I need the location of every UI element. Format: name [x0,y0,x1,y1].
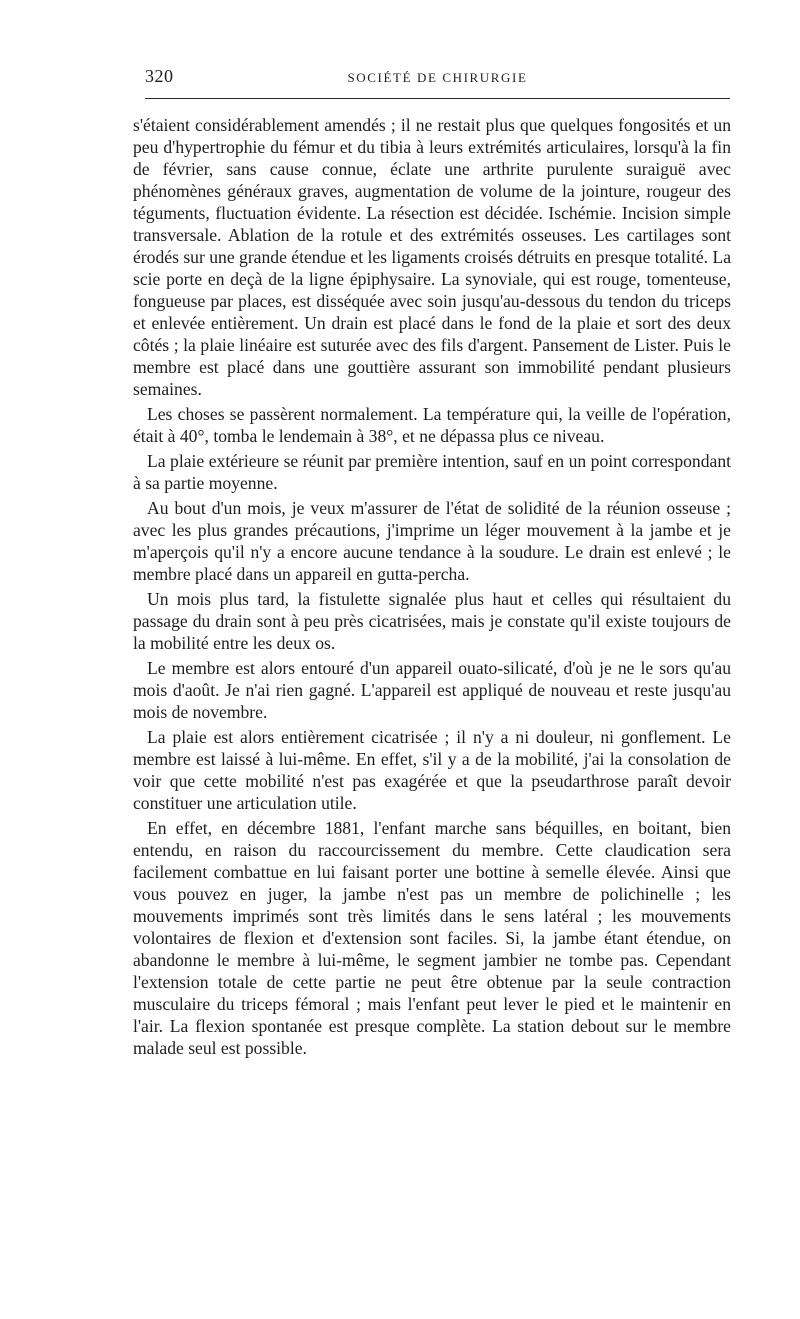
paragraph-4: Au bout d'un mois, je veux m'assurer de l'état de solidité de la réunion osseuse ; avec les plus grandes précautions, j'imprime un léger mouvement à la jambe et je m'aperçois qu'il n'y a encore aucune tendance à la soudure. Le drain est enlevé ; le membre placé dans un appareil en gutta-percha. [133,498,731,584]
body-text [133,114,731,1062]
paragraph-3: La plaie extérieure se réunit par première intention, sauf en un point correspondant à sa partie moyenne. [133,451,731,493]
page-number: 320 [145,66,174,86]
paragraph-1: s'étaient considérablement amendés ; il ne restait plus que quelques fongosités et un peu d'hypertrophie du fémur et du tibia à leurs extrémités articulaires, lorsqu'à la fin de février, sans cause connue, éclate une arthrite purulente suraiguë avec phénomènes généraux graves, augmentation de volume de la jointure, rougeur des téguments, fluctuation évidente. La résection est décidée. Ischémie. Incision simple transversale. Ablation de la rotule et des extrémités osseuses. Les cartilages sont érodés sur une grande étendue et les ligaments croisés détruits en presque totalité. La scie porte en deçà de la ligne épiphysaire. La synoviale, qui est rouge, tomenteuse, fongueuse par places, est disséquée avec soin jusqu'au-dessous du tendon du triceps et enlevée entièrement. Un drain est placé dans le fond de la plaie et sort des deux côtés ; la plaie linéaire est suturée avec des fils d'argent. Pansement de Lister. Puis le membre est placé dans une gouttière assurant son immobilité pendant plusieurs semaines. [133,115,731,399]
paragraph-6: Le membre est alors entouré d'un appareil ouato-silicaté, d'où je ne le sors qu'au mois d'août. Je n'ai rien gagné. L'appareil est appliqué de nouveau et reste jusqu'au mois de novembre. [133,658,731,722]
paragraph-8: En effet, en décembre 1881, l'enfant marche sans béquilles, en boitant, bien entendu, en raison du raccourcissement du membre. Cette claudication sera facilement combattue en lui faisant porter une bottine à semelle élevée. Ainsi que vous pouvez en juger, la jambe n'est pas un membre de polichinelle ; les mouvements imprimés sont très limités dans le sens latéral ; les mouvements volontaires de flexion et d'extension sont faciles. Si, la jambe étant étendue, on abandonne le membre à lui-même, le segment jambier ne tombe pas. Cependant l'extension totale de cette partie ne peut être obtenue par la seule contraction musculaire du triceps fémoral ; mais l'enfant peut lever le pied et le maintenir en l'air. La flexion spontanée est presque complète. La station debout sur le membre malade seul est possible. [133,818,731,1058]
paragraph-2: Les choses se passèrent normalement. La température qui, la veille de l'opération, était à 40°, tomba le lendemain à 38°, et ne dépassa plus ce niveau. [133,404,731,446]
header-rule [145,98,730,99]
paragraph-7: La plaie est alors entièrement cicatrisée ; il n'y a ni douleur, ni gonflement. Le membre est laissé à lui-même. En effet, s'il y a de la mobilité, j'ai la consolation de voir que cette mobilité n'est pas exagérée et que la pseudarthrose paraît devoir constituer une articulation utile. [133,727,731,813]
page-header [145,62,730,92]
running-title: SOCIÉTÉ DE CHIRURGIE [347,70,528,85]
paragraph-5: Un mois plus tard, la fistulette signalée plus haut et celles qui résultaient du passage du drain sont à peu près cicatrisées, mais je constate qu'il existe toujours de la mobilité entre les deux os. [133,589,731,653]
